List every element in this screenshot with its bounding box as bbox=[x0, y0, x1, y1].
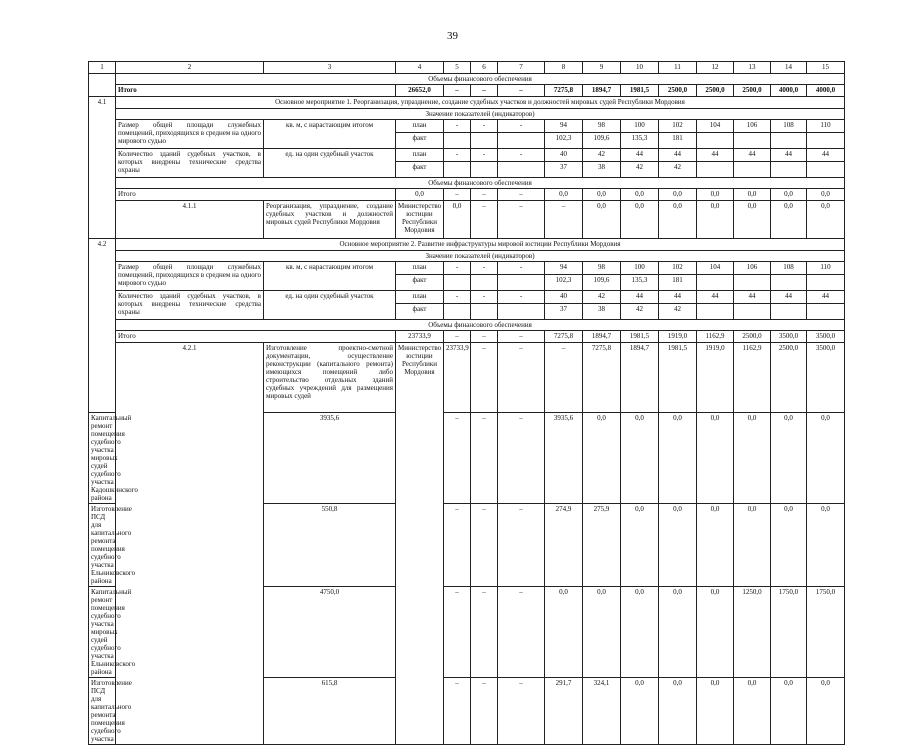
column-number: 5 bbox=[444, 62, 471, 74]
total-value: 26652,0 bbox=[396, 85, 444, 97]
value-cell: – bbox=[471, 413, 498, 504]
blank-cell bbox=[89, 74, 116, 97]
value-cell: 3935,6 bbox=[545, 413, 583, 504]
fact-value bbox=[697, 162, 734, 178]
value-cell: 1750,0 bbox=[771, 587, 807, 678]
total-label: Итого bbox=[116, 189, 396, 201]
value-cell: – bbox=[471, 343, 498, 413]
indicator-unit: ед. на один судебный участок bbox=[264, 291, 396, 320]
plan-value: - bbox=[444, 120, 471, 133]
main-activity-title: Основное мероприятие 2. Развитие инфраструктуры мировой юстиции Республики Мордовия bbox=[116, 239, 845, 251]
value-cell: 274,9 bbox=[545, 504, 583, 587]
fact-value: 109,6 bbox=[583, 133, 621, 149]
plan-value: 110 bbox=[807, 120, 845, 133]
total-value: 0,0 bbox=[621, 189, 659, 201]
fact-label: факт bbox=[396, 275, 444, 291]
value-cell: 0,0 bbox=[807, 504, 845, 587]
total-value: 0,0 bbox=[734, 189, 771, 201]
value-cell: – bbox=[471, 504, 498, 587]
total-label: Итого bbox=[116, 85, 396, 97]
fact-value: 42 bbox=[621, 162, 659, 178]
fact-value bbox=[697, 133, 734, 149]
column-number: 6 bbox=[471, 62, 498, 74]
value-cell: 0,0 bbox=[807, 413, 845, 504]
fact-value: 181 bbox=[659, 133, 697, 149]
fact-value bbox=[734, 304, 771, 320]
value-cell: – bbox=[471, 678, 498, 745]
column-number: 8 bbox=[545, 62, 583, 74]
fact-value bbox=[471, 133, 498, 149]
activity-code: 4.2.1 bbox=[116, 343, 264, 745]
total-value: 0,0 bbox=[583, 189, 621, 201]
value-cell: – bbox=[545, 201, 583, 239]
column-number: 11 bbox=[659, 62, 697, 74]
executor: Министерство юстиции Республики Мордовия bbox=[396, 343, 444, 745]
total-row bbox=[89, 189, 845, 201]
value-cell: 7275,8 bbox=[583, 343, 621, 413]
total-value: 4000,0 bbox=[771, 85, 807, 97]
plan-value: - bbox=[498, 149, 545, 162]
total-value: 0,0 bbox=[697, 189, 734, 201]
indicator-name: Количество зданий судебных участков, в которых внедрены технические средства охраны bbox=[116, 149, 264, 178]
value-cell: 0,0 bbox=[583, 413, 621, 504]
fact-value bbox=[734, 275, 771, 291]
fact-value bbox=[498, 304, 545, 320]
value-cell: 0,0 bbox=[697, 587, 734, 678]
value-cell: 0,0 bbox=[621, 587, 659, 678]
column-number: 9 bbox=[583, 62, 621, 74]
fact-value bbox=[498, 133, 545, 149]
plan-value: 106 bbox=[734, 262, 771, 275]
main-activity-row bbox=[89, 97, 845, 109]
fact-value bbox=[734, 133, 771, 149]
total-value: 7275,8 bbox=[545, 85, 583, 97]
value-cell: – bbox=[444, 413, 471, 504]
plan-value: 44 bbox=[697, 149, 734, 162]
column-number: 14 bbox=[771, 62, 807, 74]
total-value: 1919,0 bbox=[659, 331, 697, 343]
plan-value: - bbox=[471, 262, 498, 275]
value-cell: – bbox=[498, 678, 545, 745]
fact-value bbox=[444, 275, 471, 291]
plan-value: 110 bbox=[807, 262, 845, 275]
total-value: 0,0 bbox=[807, 189, 845, 201]
total-value: 0,0 bbox=[659, 189, 697, 201]
fact-value bbox=[771, 275, 807, 291]
value-cell: 0,0 bbox=[583, 201, 621, 239]
fact-value bbox=[471, 162, 498, 178]
value-cell: 0,0 bbox=[659, 201, 697, 239]
indicator-unit: ед. на один судебный участок bbox=[264, 149, 396, 178]
plan-value: 44 bbox=[621, 291, 659, 304]
financing-title-row bbox=[89, 178, 845, 189]
value-cell: 0,0 bbox=[621, 678, 659, 745]
plan-value: 44 bbox=[771, 291, 807, 304]
value-cell: 0,0 bbox=[807, 201, 845, 239]
plan-value: 104 bbox=[697, 262, 734, 275]
activity-name: Капитальный ремонт помещения судебного участка мировых судей судебного участка Кадошкинского района bbox=[89, 413, 116, 504]
total-value: – bbox=[498, 331, 545, 343]
value-cell: 324,1 bbox=[583, 678, 621, 745]
activity-name: Изготовление ПСД для капитального ремонта помещения судебного участка Ельниковского района bbox=[89, 504, 116, 587]
total-value: 3500,0 bbox=[771, 331, 807, 343]
activity-row bbox=[89, 201, 845, 239]
value-cell: 0,0 bbox=[807, 678, 845, 745]
value-cell: – bbox=[498, 201, 545, 239]
value-cell: 0,0 bbox=[734, 201, 771, 239]
total-value: 7275,8 bbox=[545, 331, 583, 343]
value-cell: 0,0 bbox=[697, 678, 734, 745]
total-value: 3500,0 bbox=[807, 331, 845, 343]
total-value: 2500,0 bbox=[734, 85, 771, 97]
value-cell: 0,0 bbox=[771, 678, 807, 745]
financing-title: Объемы финансового обеспечения bbox=[116, 178, 845, 189]
financing-title: Объемы финансового обеспечения bbox=[116, 320, 845, 331]
executor: Министерство юстиции Республики Мордовия bbox=[396, 201, 444, 239]
column-number: 12 bbox=[697, 62, 734, 74]
column-number: 1 bbox=[89, 62, 116, 74]
section-code: 4.2 bbox=[89, 239, 116, 413]
plan-label: план bbox=[396, 120, 444, 133]
main-activity-row bbox=[89, 239, 845, 251]
value-cell: 3935,6 bbox=[264, 413, 396, 504]
value-cell: 2500,0 bbox=[771, 343, 807, 413]
plan-value: 108 bbox=[771, 262, 807, 275]
value-cell: – bbox=[444, 678, 471, 745]
value-cell: 0,0 bbox=[771, 413, 807, 504]
value-cell: 0,0 bbox=[621, 201, 659, 239]
value-cell: 0,0 bbox=[621, 413, 659, 504]
value-cell: 0,0 bbox=[621, 504, 659, 587]
fact-value: 102,3 bbox=[545, 275, 583, 291]
plan-value: - bbox=[471, 149, 498, 162]
value-cell: 291,7 bbox=[545, 678, 583, 745]
value-cell: – bbox=[498, 504, 545, 587]
plan-value: 42 bbox=[583, 149, 621, 162]
indicator-plan-row bbox=[89, 262, 845, 275]
value-cell: 1919,0 bbox=[697, 343, 734, 413]
value-cell: 1162,9 bbox=[734, 343, 771, 413]
plan-value: 44 bbox=[807, 291, 845, 304]
value-cell: 0,0 bbox=[659, 504, 697, 587]
total-value: 23733,9 bbox=[396, 331, 444, 343]
plan-value: 40 bbox=[545, 149, 583, 162]
plan-value: 100 bbox=[621, 262, 659, 275]
plan-value: 44 bbox=[621, 149, 659, 162]
plan-value: - bbox=[444, 291, 471, 304]
column-number: 2 bbox=[116, 62, 264, 74]
fact-value: 109,6 bbox=[583, 275, 621, 291]
total-value: 1981,5 bbox=[621, 331, 659, 343]
total-value: 4000,0 bbox=[807, 85, 845, 97]
column-number-row bbox=[89, 62, 845, 74]
value-cell: 0,0 bbox=[734, 413, 771, 504]
fact-value: 42 bbox=[659, 304, 697, 320]
fact-value bbox=[471, 304, 498, 320]
fact-value bbox=[471, 275, 498, 291]
column-number: 10 bbox=[621, 62, 659, 74]
total-value: – bbox=[444, 85, 471, 97]
fact-value bbox=[498, 275, 545, 291]
fact-value bbox=[498, 162, 545, 178]
plan-value: 40 bbox=[545, 291, 583, 304]
total-value: 1162,9 bbox=[697, 331, 734, 343]
plan-value: - bbox=[498, 120, 545, 133]
indicators-title-row bbox=[89, 251, 845, 262]
financing-title-row bbox=[89, 320, 845, 331]
indicator-plan-row bbox=[89, 120, 845, 133]
activity-name: Изготовление ПСД для капитального ремонта помещения судебного участка bbox=[89, 678, 116, 745]
indicator-name: Размер общей площади служебных помещений, приходящихся в среднем на одного мирового судью bbox=[116, 262, 264, 291]
fact-value bbox=[771, 133, 807, 149]
value-cell: 0,0 bbox=[697, 201, 734, 239]
plan-label: план bbox=[396, 262, 444, 275]
plan-value: 102 bbox=[659, 262, 697, 275]
value-cell: 0,0 bbox=[697, 504, 734, 587]
indicators-title: Значение показателей (индикаторов) bbox=[116, 251, 845, 262]
plan-value: 44 bbox=[771, 149, 807, 162]
fact-label: факт bbox=[396, 162, 444, 178]
total-value: – bbox=[498, 85, 545, 97]
plan-value: - bbox=[498, 262, 545, 275]
value-cell: 0,0 bbox=[659, 413, 697, 504]
value-cell: 1894,7 bbox=[621, 343, 659, 413]
financing-title: Объемы финансового обеспечения bbox=[116, 74, 845, 85]
total-value: 0,0 bbox=[771, 189, 807, 201]
total-value: 1981,5 bbox=[621, 85, 659, 97]
plan-value: 108 bbox=[771, 120, 807, 133]
value-cell: 275,9 bbox=[583, 504, 621, 587]
total-value: – bbox=[444, 189, 471, 201]
activity-row bbox=[89, 343, 845, 413]
total-value: 2500,0 bbox=[734, 331, 771, 343]
fact-value bbox=[807, 133, 845, 149]
total-row bbox=[89, 331, 845, 343]
plan-value: 44 bbox=[734, 291, 771, 304]
plan-value: 94 bbox=[545, 262, 583, 275]
value-cell: 0,0 bbox=[771, 504, 807, 587]
value-cell: 1250,0 bbox=[734, 587, 771, 678]
value-cell: – bbox=[498, 587, 545, 678]
plan-value: 98 bbox=[583, 120, 621, 133]
column-number: 15 bbox=[807, 62, 845, 74]
plan-value: 104 bbox=[697, 120, 734, 133]
value-cell: 0,0 bbox=[659, 587, 697, 678]
fact-label: факт bbox=[396, 133, 444, 149]
activity-name: Капитальный ремонт помещения судебного участка мировых судей судебного участка Ельниковского района bbox=[89, 587, 116, 678]
plan-value: - bbox=[444, 149, 471, 162]
value-cell: 1750,0 bbox=[807, 587, 845, 678]
fact-value: 38 bbox=[583, 162, 621, 178]
value-cell: – bbox=[471, 201, 498, 239]
indicator-unit: кв. м, с нарастающим итогом bbox=[264, 262, 396, 291]
value-cell: 4750,0 bbox=[264, 587, 396, 678]
fact-value: 42 bbox=[621, 304, 659, 320]
plan-value: - bbox=[471, 291, 498, 304]
value-cell: 1981,5 bbox=[659, 343, 697, 413]
fact-value bbox=[444, 133, 471, 149]
plan-value: 44 bbox=[697, 291, 734, 304]
plan-value: 44 bbox=[734, 149, 771, 162]
value-cell: 3500,0 bbox=[807, 343, 845, 413]
fact-value: 37 bbox=[545, 304, 583, 320]
activity-code: 4.1.1 bbox=[116, 201, 264, 239]
value-cell: 0,0 bbox=[734, 678, 771, 745]
value-cell: 23733,9 bbox=[444, 343, 471, 413]
value-cell: – bbox=[498, 413, 545, 504]
fact-value bbox=[771, 162, 807, 178]
indicator-plan-row bbox=[89, 291, 845, 304]
value-cell: 0,0 bbox=[545, 587, 583, 678]
plan-value: 102 bbox=[659, 120, 697, 133]
plan-value: 100 bbox=[621, 120, 659, 133]
value-cell: 0,0 bbox=[659, 678, 697, 745]
indicator-plan-row bbox=[89, 149, 845, 162]
program-table bbox=[88, 61, 845, 745]
indicators-title: Значение показателей (индикаторов) bbox=[116, 109, 845, 120]
fact-value bbox=[734, 162, 771, 178]
fact-value bbox=[697, 275, 734, 291]
fact-value bbox=[444, 162, 471, 178]
fact-value: 135,3 bbox=[621, 275, 659, 291]
column-number: 7 bbox=[498, 62, 545, 74]
page-number: 39 bbox=[447, 30, 458, 42]
total-value: – bbox=[498, 189, 545, 201]
value-cell: – bbox=[545, 343, 583, 413]
total-value: 0,0 bbox=[396, 189, 444, 201]
plan-value: 106 bbox=[734, 120, 771, 133]
plan-value: 94 bbox=[545, 120, 583, 133]
value-cell: 0,0 bbox=[444, 201, 471, 239]
fact-value bbox=[807, 162, 845, 178]
column-number: 4 bbox=[396, 62, 444, 74]
total-value: – bbox=[471, 189, 498, 201]
total-value: 2500,0 bbox=[697, 85, 734, 97]
activity-name: Изготовление проектно-сметной документации, осуществление реконструкции (капитального ремонта) имеющихся помещений либо строительство отдельных зданий судебных учреждений для размещения мировых судей bbox=[264, 343, 396, 413]
total-row bbox=[89, 85, 845, 97]
fact-value: 37 bbox=[545, 162, 583, 178]
fact-value: 38 bbox=[583, 304, 621, 320]
fact-value bbox=[697, 304, 734, 320]
value-cell: 550,8 bbox=[264, 504, 396, 587]
value-cell: – bbox=[444, 587, 471, 678]
total-value: – bbox=[471, 331, 498, 343]
fact-value: 102,3 bbox=[545, 133, 583, 149]
plan-value: - bbox=[471, 120, 498, 133]
financing-title-row bbox=[89, 74, 845, 85]
total-value: 1894,7 bbox=[583, 85, 621, 97]
total-value: – bbox=[444, 331, 471, 343]
plan-value: 44 bbox=[659, 149, 697, 162]
value-cell: 615,8 bbox=[264, 678, 396, 745]
total-value: 0,0 bbox=[545, 189, 583, 201]
value-cell: 0,0 bbox=[697, 413, 734, 504]
plan-value: 42 bbox=[583, 291, 621, 304]
activity-name: Реорганизация, упразднение, создание судебных участков и должностей мировых судей Республики Мордовия bbox=[264, 201, 396, 239]
fact-label: факт bbox=[396, 304, 444, 320]
fact-value bbox=[444, 304, 471, 320]
fact-value bbox=[807, 275, 845, 291]
fact-value: 135,3 bbox=[621, 133, 659, 149]
value-cell: – bbox=[471, 587, 498, 678]
value-cell: 0,0 bbox=[734, 504, 771, 587]
value-cell: 0,0 bbox=[771, 201, 807, 239]
plan-label: план bbox=[396, 149, 444, 162]
plan-value: 44 bbox=[659, 291, 697, 304]
total-value: 1894,7 bbox=[583, 331, 621, 343]
fact-value bbox=[771, 304, 807, 320]
indicator-unit: кв. м, с нарастающим итогом bbox=[264, 120, 396, 149]
indicators-title-row bbox=[89, 109, 845, 120]
plan-value: 44 bbox=[807, 149, 845, 162]
value-cell: – bbox=[444, 504, 471, 587]
column-number: 3 bbox=[264, 62, 396, 74]
value-cell: – bbox=[498, 343, 545, 413]
value-cell: 0,0 bbox=[583, 587, 621, 678]
total-value: 2500,0 bbox=[659, 85, 697, 97]
column-number: 13 bbox=[734, 62, 771, 74]
indicator-name: Количество зданий судебных участков, в которых внедрены технические средства охраны bbox=[116, 291, 264, 320]
section-code: 4.1 bbox=[89, 97, 116, 239]
total-label: Итого bbox=[116, 331, 396, 343]
fact-value: 42 bbox=[659, 162, 697, 178]
plan-value: 98 bbox=[583, 262, 621, 275]
main-activity-title: Основное мероприятие 1. Реорганизация, упразднение, создание судебных участков и должностей мировых судей Республики Мордовия bbox=[116, 97, 845, 109]
total-value: – bbox=[471, 85, 498, 97]
fact-value bbox=[807, 304, 845, 320]
plan-value: - bbox=[444, 262, 471, 275]
plan-value: - bbox=[498, 291, 545, 304]
fact-value: 181 bbox=[659, 275, 697, 291]
plan-label: план bbox=[396, 291, 444, 304]
indicator-name: Размер общей площади служебных помещений, приходящихся в среднем на одного мирового судью bbox=[116, 120, 264, 149]
